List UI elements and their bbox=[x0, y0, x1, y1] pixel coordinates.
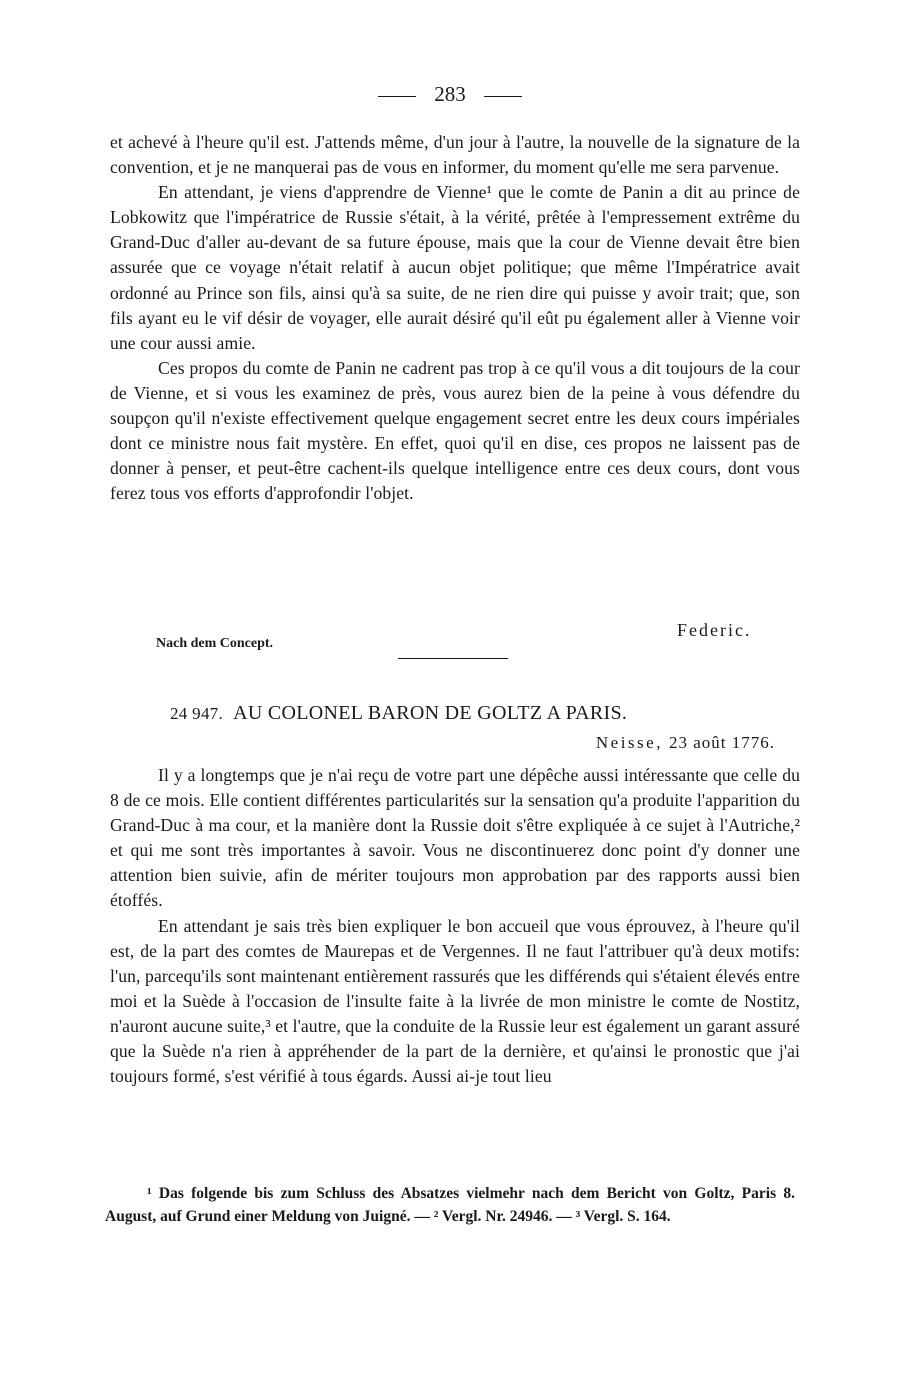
footnote-text: ¹ Das folgende bis zum Schluss des Absatzes vielmehr nach dem Bericht von Goltz, Paris 8. August, auf Grund einer Meldung von Juigné. — ² Vergl. Nr. 24946. — ³ Vergl. S. 164. bbox=[105, 1185, 795, 1225]
header-rule-left bbox=[378, 96, 416, 97]
letter-number: 24 947. bbox=[170, 704, 224, 723]
page-header bbox=[0, 82, 900, 107]
source-note: Nach dem Concept. bbox=[156, 636, 274, 651]
letter-heading bbox=[170, 702, 627, 725]
section-divider bbox=[398, 658, 508, 659]
paragraph: En attendant, je viens d'apprendre de Vienne¹ que le comte de Panin a dit au prince de Lobkowitz que l'impératrice de Russie s'était, à la vérité, prêtée à l'empressement extrême du Grand-Duc d'aller au-devant de sa future épouse, mais que la cour de Vienne devait être bien assurée que ce voyage n'était relatif à aucun objet politique; que même l'Impératrice avait ordonné au Prince son fils, ainsi qu'à sa suite, de ne rien dire qui puisse y avoir trait; que, son fils ayant eu le vif désir de voyager, elle aurait désiré qu'il eût pu également aller à Vienne voir une cour aussi amie. bbox=[110, 182, 800, 353]
letter-title: AU COLONEL BARON DE GOLTZ A PARIS. bbox=[233, 702, 628, 724]
paragraph: En attendant je sais très bien expliquer le bon accueil que vous éprouvez, à l'heure qu'il est, de la part des comtes de Maurepas et de Vergennes. Il ne faut l'attribuer qu'à deux motifs: l'un, parcequ'ils sont maintenant entièrement rassurés que les différends qui s'étaient élevés entre moi et la Suède à l'occasion de l'insulte faite à la livrée de mon ministre le comte de Nostitz, n'auront aucune suite,³ et l'autre, que la conduite de la Russie leur est également un garant assuré que la Suède n'a rien à appréhender de la part de la dernière, et qu'ainsi le pronostic que j'ai toujours formé, s'est vérifié à tous égards. Aussi ai-je tout lieu bbox=[110, 915, 800, 1087]
page-number: 283 bbox=[434, 82, 466, 106]
paragraph: Ces propos du comte de Panin ne cadrent pas trop à ce qu'il vous a dit toujours de la cour de Vienne, et si vous les examinez de près, vous aurez bien de la peine à vous défendre du soupçon qu'il n'existe effectivement quelque engagement secret entre les deux cours impériales dont ce ministre nous fait mystère. En effet, quoi qu'il en dise, ces propos ne laissent pas de donner à penser, et peut-être cachent-ils quelque intelligence entre ces deux cours, dont vous ferez tous vos efforts d'approfondir l'objet. bbox=[110, 357, 800, 504]
letter-body bbox=[110, 763, 800, 1089]
letter-continuation bbox=[110, 130, 800, 506]
paragraph: et achevé à l'heure qu'il est. J'attends même, d'un jour à l'autre, la nouvelle de la signature de la convention, et je ne manquerai pas de vous en informer, du moment qu'elle me sera parvenue. bbox=[110, 132, 800, 178]
footnotes bbox=[105, 1182, 795, 1228]
signature: Federic. bbox=[677, 620, 752, 640]
header-rule-right bbox=[484, 96, 522, 97]
place: Neisse, bbox=[595, 733, 663, 752]
place-date bbox=[596, 733, 775, 753]
date: 23 août 1776. bbox=[668, 733, 775, 752]
paragraph: Il y a longtemps que je n'ai reçu de votre part une dépêche aussi intéressante que celle du 8 de ce mois. Elle contient différentes particularités sur la sensation qu'a produite l'apparition du Grand-Duc à ma cour, et la manière dont la Russie doit s'être expliquée à ce sujet à l'Autriche,² et qui me sont très importantes à savoir. Vous ne discontinuerez donc point d'y donner une attention bien suivie, afin de mériter toujours mon approbation par des rapports aussi bien étoffés. bbox=[110, 765, 800, 911]
